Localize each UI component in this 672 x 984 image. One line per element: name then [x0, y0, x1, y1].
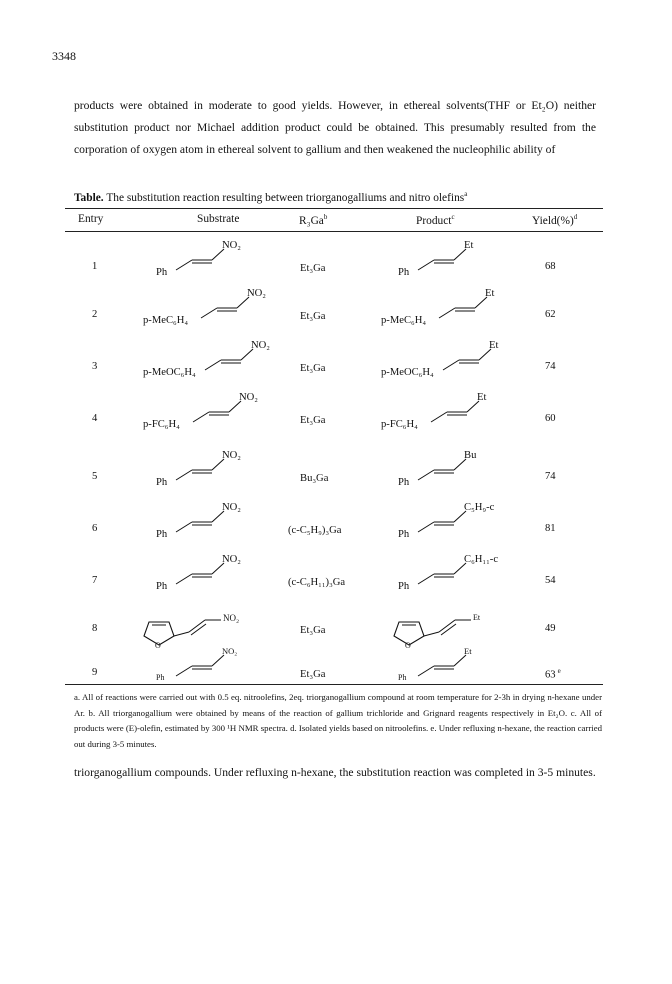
table-row-yield [545, 261, 556, 272]
substrate-right-group: NO₂ [222, 450, 241, 461]
product-bond-lines [398, 652, 538, 692]
table-row-yield [545, 471, 556, 482]
substrate-bond-lines [143, 294, 283, 334]
yield-value: 54 [545, 575, 556, 586]
product-ring-oxygen: O [405, 641, 411, 650]
product-bond-lines [398, 560, 538, 600]
substrate-structure [143, 608, 283, 648]
substrate-right-group: NO₂ [223, 613, 240, 623]
substrate-right-group: NO₂ [222, 554, 241, 565]
table-caption-label: Table. [74, 191, 104, 204]
header-substrate: Substrate [197, 213, 240, 225]
product-bond-lines [398, 508, 538, 548]
yield-value: 62 [545, 309, 556, 320]
product-bond-lines [381, 398, 521, 438]
table-footnotes: a. All of reactions were carried out with 0.5 eq. nitroolefins, 2eq. triorganogallium compound at room temperature for 2-3h in drying n-hexane under Ar. b. All triorganogallium were obtained by means of the reaction of gallium trichloride and Grignard reagents respectively in Et₂O. c. All of products were (E)-olefin, estimated by 300 ¹H NMR spectra. d. Isolated yields based on nitroolefins. e. Under refluxing n-hexane, the reaction carried out during 3-5 minutes. [74, 692, 602, 749]
table-row-reagent: Et₃Ga [300, 311, 326, 322]
substrate-right-group: NO₂ [247, 288, 266, 299]
table-row-reagent: Et₃Ga [300, 263, 326, 274]
product-right-group: Et [489, 340, 499, 351]
product-right-group: C₆H₁₁-c [464, 554, 499, 565]
product-bond-lines [393, 608, 533, 648]
substrate-structure [156, 450, 296, 496]
header-entry: Entry [78, 213, 104, 225]
product-left-group: Ph [398, 673, 407, 682]
substrate-left-group: Ph [156, 581, 168, 592]
yield-value: 81 [545, 523, 556, 534]
table-row-yield [545, 523, 556, 534]
product-structure [381, 340, 521, 386]
product-structure [398, 502, 538, 548]
product-left-group: p-MeC₆H₄ [381, 315, 427, 326]
table-row-reagent: Et₃Ga [300, 415, 326, 426]
substrate-bond-lines [156, 508, 296, 548]
product-right-group: Et [477, 392, 487, 403]
product-structure [381, 288, 521, 334]
substrate-left-group: Ph [156, 477, 168, 488]
product-right-group: Bu [464, 450, 477, 461]
table-caption-footnote-marker: a [464, 190, 468, 198]
table-row-reagent: Et₃Ga [300, 669, 326, 680]
substrate-right-group: NO₂ [239, 392, 258, 403]
substrate-left-group: p-MeC₆H₄ [143, 315, 189, 326]
product-left-group: p-FC₆H₄ [381, 419, 418, 430]
substrate-structure [143, 288, 283, 334]
header-reagent-sup: b [323, 213, 328, 221]
substrate-bond-lines [143, 398, 283, 438]
substrate-right-group: NO₂ [222, 240, 241, 251]
table-row-reagent: (c-C₆H₁₁)₃Ga [288, 577, 346, 588]
closing-paragraph: triorganogallium compounds. Under refluxing n-hexane, the substitution reaction was completed in 3-5 minutes. [74, 766, 596, 779]
substrate-right-group: NO₂ [251, 340, 270, 351]
substrate-structure [143, 340, 283, 386]
table-row-entry: 8 [92, 623, 98, 634]
substrate-bond-lines [156, 560, 296, 600]
table-caption [74, 190, 467, 204]
yield-value: 74 [545, 471, 556, 482]
substrate-structure [156, 240, 296, 286]
table-row-reagent: (c-C₅H₉)₃Ga [288, 525, 342, 536]
header-yield-text: Yield(%) [532, 214, 574, 227]
intro-paragraph: products were obtained in moderate to good yields. However, in ethereal solvents(THF or Et₂O) neither substitution product nor Michael addition product could be obtained. This presumably resulted from the corporation of oxygen atom in ethereal solvent to gallium and then weakened the nucleophilic ability of [74, 99, 596, 156]
product-right-group: Et [464, 646, 472, 656]
page-number: 3348 [52, 49, 76, 63]
table-row-yield [545, 667, 561, 681]
product-left-group: Ph [398, 477, 410, 488]
product-right-group: Et [473, 613, 481, 622]
header-product-text: Product [416, 214, 452, 227]
substrate-left-group: Ph [156, 529, 168, 540]
product-structure [398, 240, 538, 286]
substrate-bond-lines [156, 652, 296, 692]
product-left-group: Ph [398, 529, 410, 540]
header-product [416, 213, 455, 227]
product-bond-lines [381, 346, 521, 386]
table-caption-text: The substitution reaction resulting between triorganogalliums and nitro olefins [106, 191, 465, 204]
substrate-structure [156, 646, 296, 692]
substrate-left-group: Ph [156, 673, 165, 682]
product-structure [398, 646, 538, 692]
product-structure [398, 450, 538, 496]
product-right-group: Et [485, 288, 495, 299]
header-product-sup: c [451, 213, 455, 221]
substrate-ring-oxygen: O [155, 641, 161, 650]
header-reagent [299, 213, 327, 227]
product-left-group: Ph [398, 581, 410, 592]
product-right-group: Et [464, 240, 474, 251]
product-bond-lines [381, 294, 521, 334]
product-right-group: C₅H₉-c [464, 502, 495, 513]
table-row-yield [545, 361, 556, 372]
substrate-bond-lines [143, 608, 283, 648]
yield-footnote-marker: e [557, 667, 561, 675]
substrate-bond-lines [156, 456, 296, 496]
substrate-bond-lines [143, 346, 283, 386]
product-bond-lines [398, 456, 538, 496]
table-bottom-rule [65, 684, 603, 685]
table-row-entry: 6 [92, 523, 98, 534]
table-row-yield [545, 623, 556, 634]
table-row-entry: 2 [92, 309, 98, 320]
table-row-reagent: Et₃Ga [300, 363, 326, 374]
table-row-yield [545, 413, 556, 424]
table-row-entry: 1 [92, 261, 98, 272]
yield-value: 74 [545, 361, 556, 372]
substrate-structure [156, 554, 296, 600]
table-row-reagent: Bu₃Ga [300, 473, 329, 484]
product-left-group: Ph [398, 267, 410, 278]
table-row-entry: 5 [92, 471, 98, 482]
substrate-structure [143, 392, 283, 438]
header-yield [532, 213, 577, 227]
product-left-group: p-MeOC₆H₄ [381, 367, 434, 378]
substrate-bond-lines [156, 246, 296, 286]
yield-value: 63 [545, 669, 556, 681]
yield-value: 49 [545, 623, 556, 634]
product-structure [381, 392, 521, 438]
substrate-structure [156, 502, 296, 548]
substrate-left-group: p-FC₆H₄ [143, 419, 180, 430]
table-row-entry: 3 [92, 361, 98, 372]
substrate-left-group: Ph [156, 267, 168, 278]
header-reagent-text: R₃Ga [299, 214, 324, 227]
substrate-right-group: NO₂ [222, 502, 241, 513]
table-row-yield [545, 309, 556, 320]
table-row-entry: 9 [92, 667, 98, 678]
table-row-yield [545, 575, 556, 586]
yield-value: 68 [545, 261, 556, 272]
table-row-entry: 4 [92, 413, 98, 424]
table-top-rule [65, 208, 603, 209]
product-bond-lines [398, 246, 538, 286]
substrate-right-group: NO₂ [222, 646, 238, 656]
yield-value: 60 [545, 413, 556, 424]
header-yield-sup: d [573, 213, 578, 221]
substrate-left-group: p-MeOC₆H₄ [143, 367, 196, 378]
table-header-rule [65, 231, 603, 232]
product-structure [398, 554, 538, 600]
product-structure [393, 608, 533, 648]
table-row-reagent: Et₃Ga [300, 625, 326, 636]
table-row-entry: 7 [92, 575, 98, 586]
